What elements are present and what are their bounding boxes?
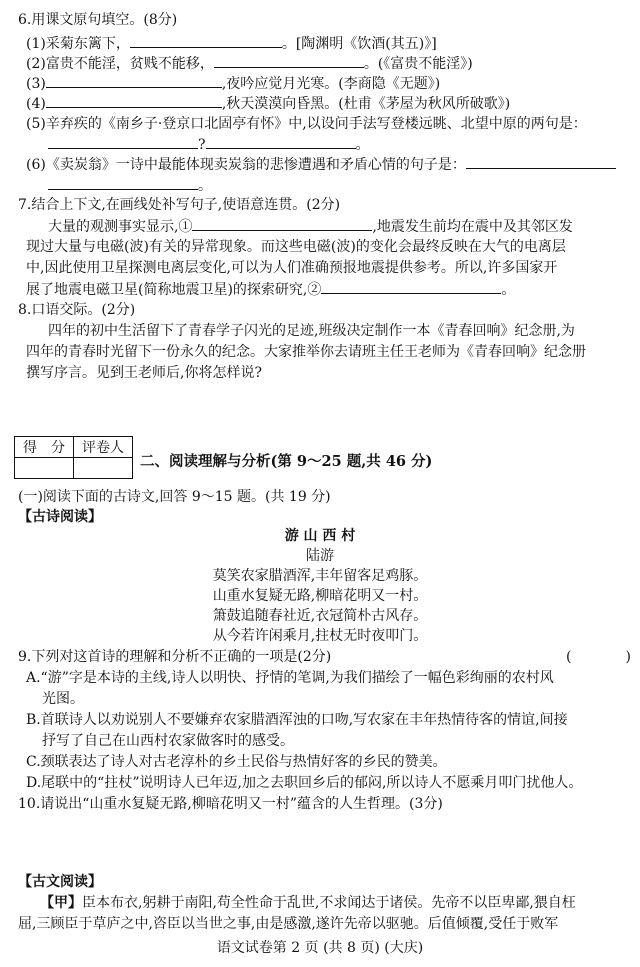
prose-line: 【甲】臣本布衣,躬耕于南阳,苟全性命于乱世,不求闻达于诸侯。先帝不以臣卑鄙,猥自枉 bbox=[40, 895, 576, 911]
score-cell[interactable] bbox=[15, 458, 74, 479]
poem-line: 莫笑农家腊酒浑,丰年留客足鸡豚。 bbox=[212, 568, 428, 584]
score-table bbox=[14, 436, 133, 479]
section-subtitle: (一)阅读下面的古诗文,回答 9～15 题。(共 19 分) bbox=[18, 489, 331, 505]
q7-para-line: 中,因此使用卫星探测电离层变化,可以为人们准确预报地震提供参考。所以,许多国家开 bbox=[26, 260, 558, 276]
q6-stem: 6.用课文原句填空。(8分) bbox=[18, 12, 178, 28]
answer-blank[interactable] bbox=[466, 154, 616, 169]
q6-item-5-answer: ? 。 bbox=[48, 134, 370, 155]
q6-item-2: (2)富贵不能淫，贫贱不能移， 。(《富贵不能淫》) bbox=[26, 53, 473, 74]
q9-option-d: D.尾联中的“拄杖”说明诗人已年迈,加之去职回乡后的郁闷,所以诗人不愿乘月叩门扰他人。 bbox=[26, 775, 583, 791]
grader-cell[interactable] bbox=[74, 458, 133, 479]
poem-line: 从今若许闲乘月,拄杖无时夜叩门。 bbox=[212, 628, 428, 644]
q6-item-6: (6)《卖炭翁》一诗中最能体现卖炭翁的悲惨遭遇和矛盾心情的句子是： bbox=[26, 154, 616, 175]
poem-line: 箫鼓追随春社近,衣冠简朴古风存。 bbox=[212, 608, 428, 624]
poem-line: 山重水复疑无路,柳暗花明又一村。 bbox=[212, 588, 428, 604]
q9-stem: 9.下列对这首诗的理解和分析不正确的一项是(2分) bbox=[18, 649, 332, 665]
q7-para-line: 现过大量与电磁(波)有关的异常现象。而这些电磁(波)的变化会最终反映在大气的电离层 bbox=[26, 239, 566, 255]
score-header: 得 分 bbox=[15, 437, 74, 458]
answer-blank[interactable] bbox=[130, 33, 282, 48]
q9-option-b: B.首联诗人以劝说别人不要嫌弃农家腊酒浑浊的口吻,写农家在丰年热情待客的情谊,间接 bbox=[26, 712, 568, 728]
answer-blank[interactable] bbox=[46, 73, 222, 88]
q7-stem: 7.结合上下文,在画线处补写句子,使语意连贯。(2分) bbox=[18, 197, 341, 213]
q9-option-c: C.颈联表达了诗人对古老淳朴的乡土民俗与热情好客的乡民的赞美。 bbox=[26, 754, 447, 770]
answer-blank[interactable] bbox=[214, 53, 364, 68]
prose-label: 【古文阅读】 bbox=[18, 874, 102, 890]
prose-line: 屈,三顾臣于草庐之中,咨臣以当世之事,由是感激,遂许先帝以驱驰。后值倾覆,受任于败军 bbox=[18, 916, 559, 932]
q9-option-b-cont: 抒写了自己在山西村农家做客时的感受。 bbox=[42, 733, 294, 749]
poem-title: 游 山 西 村 bbox=[284, 528, 356, 544]
q8-para-line: 撰写序言。见到王老师后,你将怎样说? bbox=[26, 365, 262, 381]
answer-blank[interactable] bbox=[321, 279, 501, 294]
q10-stem: 10.请说出“山重水复疑无路,柳暗花明又一村”蕴含的人生哲理。(3分) bbox=[18, 796, 443, 812]
grader-header: 评卷人 bbox=[74, 437, 133, 458]
q7-para-line: 大量的观测事实显示,① ,地震发生前均在震中及其邻区发 bbox=[48, 216, 573, 237]
q8-para-line: 四年的初中生活留下了青春学子闪光的足迹,班级决定制作一本《青春回响》纪念册,为 bbox=[48, 323, 575, 339]
answer-blank[interactable] bbox=[48, 175, 198, 190]
q6-item-5: (5)辛弃疾的《南乡子·登京口北固亭有怀》中,以设问手法写登楼远眺、北望中原的两句是： bbox=[26, 116, 587, 132]
q9-answer-box[interactable]: ( ) bbox=[566, 649, 631, 665]
section-title: 二、阅读理解与分析(第 9～25 题,共 46 分) bbox=[140, 453, 433, 470]
answer-blank[interactable] bbox=[192, 216, 372, 231]
answer-blank[interactable] bbox=[48, 134, 198, 149]
q6-item-4: (4) ,秋天漠漠向昏黑。(杜甫《茅屋为秋风所破歌》) bbox=[26, 93, 510, 114]
poem-author: 陆游 bbox=[306, 548, 334, 564]
answer-blank[interactable] bbox=[46, 93, 222, 108]
q9-option-a: A.“游”字是本诗的主线,诗人以明快、抒情的笔调,为我们描绘了一幅色彩绚丽的农村风 bbox=[26, 670, 554, 686]
q7-para-line: 展了地震电磁卫星(简称地震卫星)的探索研究,② 。 bbox=[26, 279, 515, 300]
poem-label: 【古诗阅读】 bbox=[18, 509, 102, 525]
q6-item-3: (3) ,夜吟应觉月光寒。(李商隐《无题》) bbox=[26, 73, 440, 94]
q8-stem: 8.口语交际。(2分) bbox=[18, 302, 136, 318]
q8-para-line: 四年的青春时光留下一份永久的纪念。大家推举你去请班主任王老师为《青春回响》纪念册 bbox=[26, 344, 586, 360]
page-footer: 语文试卷第 2 页 (共 8 页) (大庆) bbox=[216, 940, 424, 956]
q6-item-6-answer: 。 bbox=[48, 175, 212, 196]
q6-item-1: (1)采菊东篱下， 。[陶渊明《饮酒(其五)》] bbox=[26, 33, 437, 54]
q9-option-a-cont: 光图。 bbox=[42, 691, 84, 707]
answer-blank[interactable] bbox=[206, 134, 356, 149]
